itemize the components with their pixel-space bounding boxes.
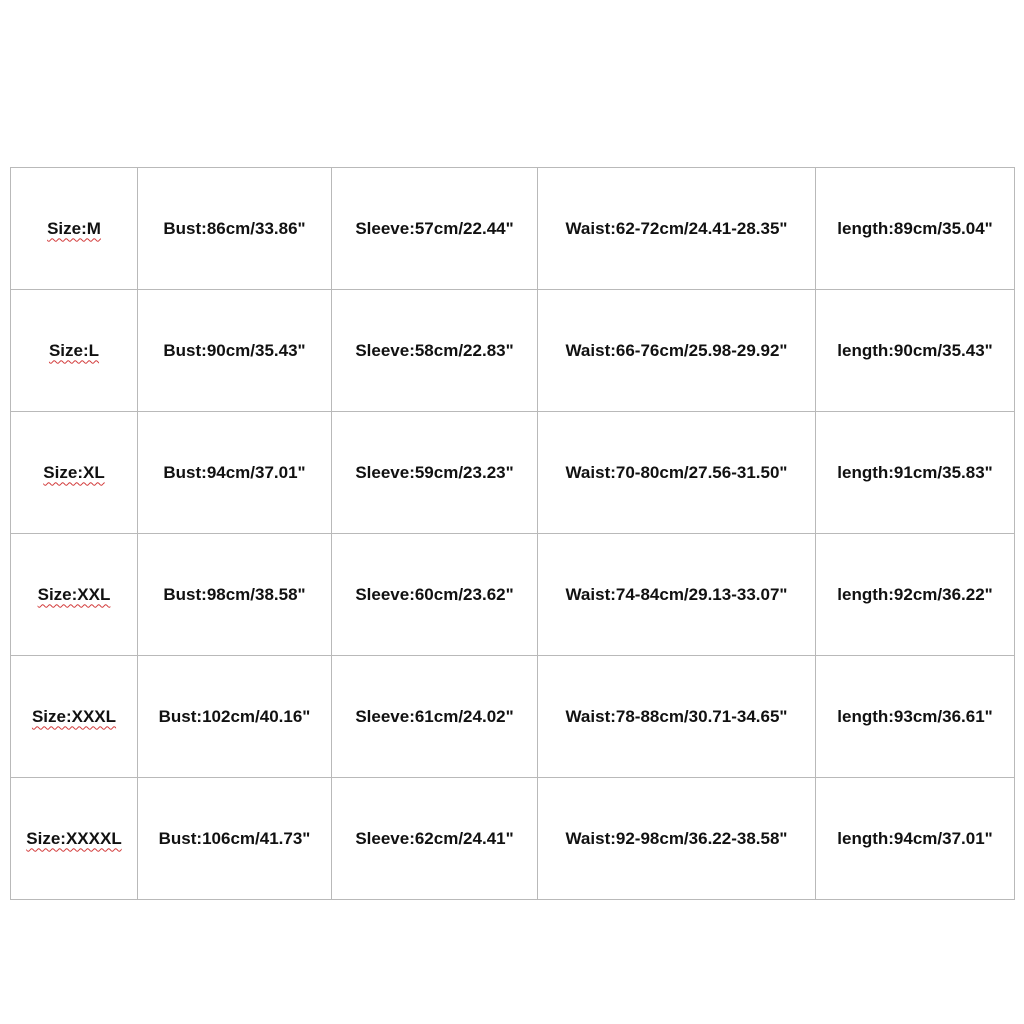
length-cell: length:93cm/36.61" <box>816 656 1015 778</box>
size-cell <box>11 412 138 534</box>
bust-cell: Bust:102cm/40.16" <box>138 656 332 778</box>
length-cell: length:90cm/35.43" <box>816 290 1015 412</box>
table-row <box>11 656 1015 778</box>
bust-cell: Bust:106cm/41.73" <box>138 778 332 900</box>
waist-cell: Waist:92-98cm/36.22-38.58" <box>538 778 816 900</box>
length-cell: length:89cm/35.04" <box>816 168 1015 290</box>
waist-cell: Waist:62-72cm/24.41-28.35" <box>538 168 816 290</box>
length-cell: length:94cm/37.01" <box>816 778 1015 900</box>
sleeve-cell: Sleeve:62cm/24.41" <box>332 778 538 900</box>
table-row <box>11 534 1015 656</box>
size-label: Size:XXXXL <box>26 828 122 848</box>
sleeve-cell: Sleeve:61cm/24.02" <box>332 656 538 778</box>
sleeve-cell: Sleeve:60cm/23.62" <box>332 534 538 656</box>
size-cell <box>11 656 138 778</box>
bust-cell: Bust:86cm/33.86" <box>138 168 332 290</box>
size-label: Size:M <box>47 218 101 238</box>
sleeve-cell: Sleeve:59cm/23.23" <box>332 412 538 534</box>
waist-cell: Waist:78-88cm/30.71-34.65" <box>538 656 816 778</box>
bust-cell: Bust:90cm/35.43" <box>138 290 332 412</box>
table-row <box>11 778 1015 900</box>
size-label: Size:XL <box>43 462 105 482</box>
table-row <box>11 168 1015 290</box>
size-cell <box>11 168 138 290</box>
table-row <box>11 412 1015 534</box>
size-chart-table <box>10 167 1015 900</box>
waist-cell: Waist:70-80cm/27.56-31.50" <box>538 412 816 534</box>
waist-cell: Waist:66-76cm/25.98-29.92" <box>538 290 816 412</box>
size-cell <box>11 534 138 656</box>
size-label: Size:L <box>48 340 100 360</box>
size-cell <box>11 290 138 412</box>
waist-cell: Waist:74-84cm/29.13-33.07" <box>538 534 816 656</box>
length-cell: length:92cm/36.22" <box>816 534 1015 656</box>
size-label: Size:XXXL <box>31 706 117 726</box>
bust-cell: Bust:94cm/37.01" <box>138 412 332 534</box>
size-label: Size:XXL <box>37 584 111 604</box>
bust-cell: Bust:98cm/38.58" <box>138 534 332 656</box>
sleeve-cell: Sleeve:58cm/22.83" <box>332 290 538 412</box>
sleeve-cell: Sleeve:57cm/22.44" <box>332 168 538 290</box>
size-cell <box>11 778 138 900</box>
table-row <box>11 290 1015 412</box>
length-cell: length:91cm/35.83" <box>816 412 1015 534</box>
